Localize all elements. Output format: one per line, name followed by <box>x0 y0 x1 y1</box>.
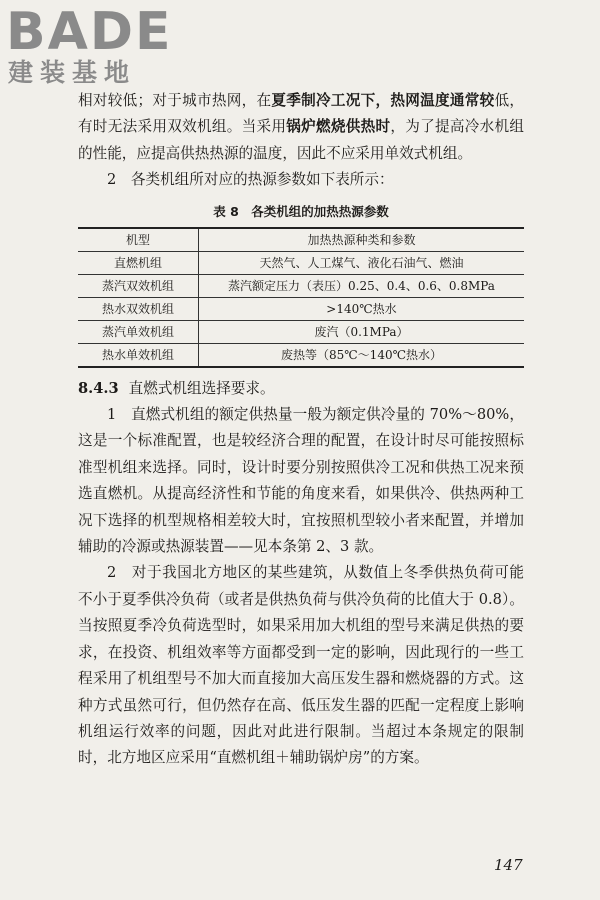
table-header-cell: 加热热源种类和参数 <box>199 228 525 252</box>
intro-paragraph <box>78 88 524 167</box>
table-cell-params: >140℃热水 <box>199 297 525 320</box>
table-row <box>78 320 524 343</box>
page-number: 147 <box>494 856 523 874</box>
table-cell-params: 废汽（0.1MPa） <box>199 320 525 343</box>
watermark-logo-text: BADE <box>6 2 173 62</box>
page-content <box>78 88 524 772</box>
section-heading <box>78 376 524 402</box>
body-text: ，为了提高冷水机组的性能，应提高供热热源的温度，因此不应采用单效式机组。 <box>78 118 524 162</box>
body-text: 相对较低；对于城市热网，在 <box>78 92 272 109</box>
section-item-1: 1 直燃式机组的额定供热量一般为额定供冷量的 70%～80%，这是一个标准配置，也是较经济合理的配置，在设计时尽可能按照标准型机组来选择。同时，设计时要分别按照供冷工况和供热工况来预选直燃机。从提高经济性和节能的角度来看，如果供冷、供热两种工况下选择的机型规格相差较大时，宜按照机型较小者来配置，并增加辅助的冷源或热源装置——见本条第 2、3 款。 <box>78 406 524 556</box>
table-cell-model: 蒸汽单效机组 <box>78 320 199 343</box>
watermark-subtitle: 建装基地 <box>8 58 137 87</box>
section-title: 直燃式机组选择要求。 <box>128 379 275 397</box>
intro-item-2: 2 各类机组所对应的热源参数如下表所示： <box>107 171 394 189</box>
table-header-cell: 机型 <box>78 228 199 252</box>
emphasis-text: 夏季制冷工况下，热网温度通常较 <box>271 92 495 109</box>
watermark-logo <box>6 2 173 88</box>
table-header-row <box>78 228 524 252</box>
table-cell-model: 直燃机组 <box>78 251 199 274</box>
table-caption: 表 8 各类机组的加热热源参数 <box>213 203 389 219</box>
section-number: 8.4.3 <box>78 379 119 397</box>
table-cell-model: 热水单效机组 <box>78 343 199 367</box>
table-row <box>78 343 524 367</box>
body-text: ，有时无法采用双效机组。当采用 <box>78 92 524 136</box>
table-cell-params: 废热等（85℃～140℃热水） <box>199 343 525 367</box>
table-row <box>78 297 524 320</box>
table-cell-params: 蒸汽额定压力（表压）0.25、0.4、0.6、0.8MPa <box>199 274 525 297</box>
section-item-2: 2 对于我国北方地区的某些建筑，从数值上冬季供热负荷可能不小于夏季供冷负荷（或者是供热负荷与供冷负荷的比值大于 0.8）。当按照夏季冷负荷选型时，如果采用加大机组的型号来满足供热的要求，在投资、机组效率等方面都受到一定的影响，因此现行的一些工程采用了机组型号不加大而直接加大高压发生器和燃烧器的方式。这种方式虽然可行，但仍然存在高、低压发生器的匹配一定程度上影响机组运行效率的问题，因此对此进行限制。当超过本条规定的限制时，北方地区应采用“直燃机组＋辅助锅炉房”的方案。 <box>78 564 524 767</box>
table-cell-params: 天然气、人工煤气、液化石油气、燃油 <box>199 251 525 274</box>
table-row <box>78 274 524 297</box>
emphasis-text: 锅炉燃烧供热时 <box>286 118 391 136</box>
table-cell-model: 蒸汽双效机组 <box>78 274 199 297</box>
table-cell-model: 热水双效机组 <box>78 297 199 320</box>
body-text: 低 <box>494 92 510 109</box>
heat-source-table <box>78 227 524 368</box>
table-row <box>78 251 524 274</box>
